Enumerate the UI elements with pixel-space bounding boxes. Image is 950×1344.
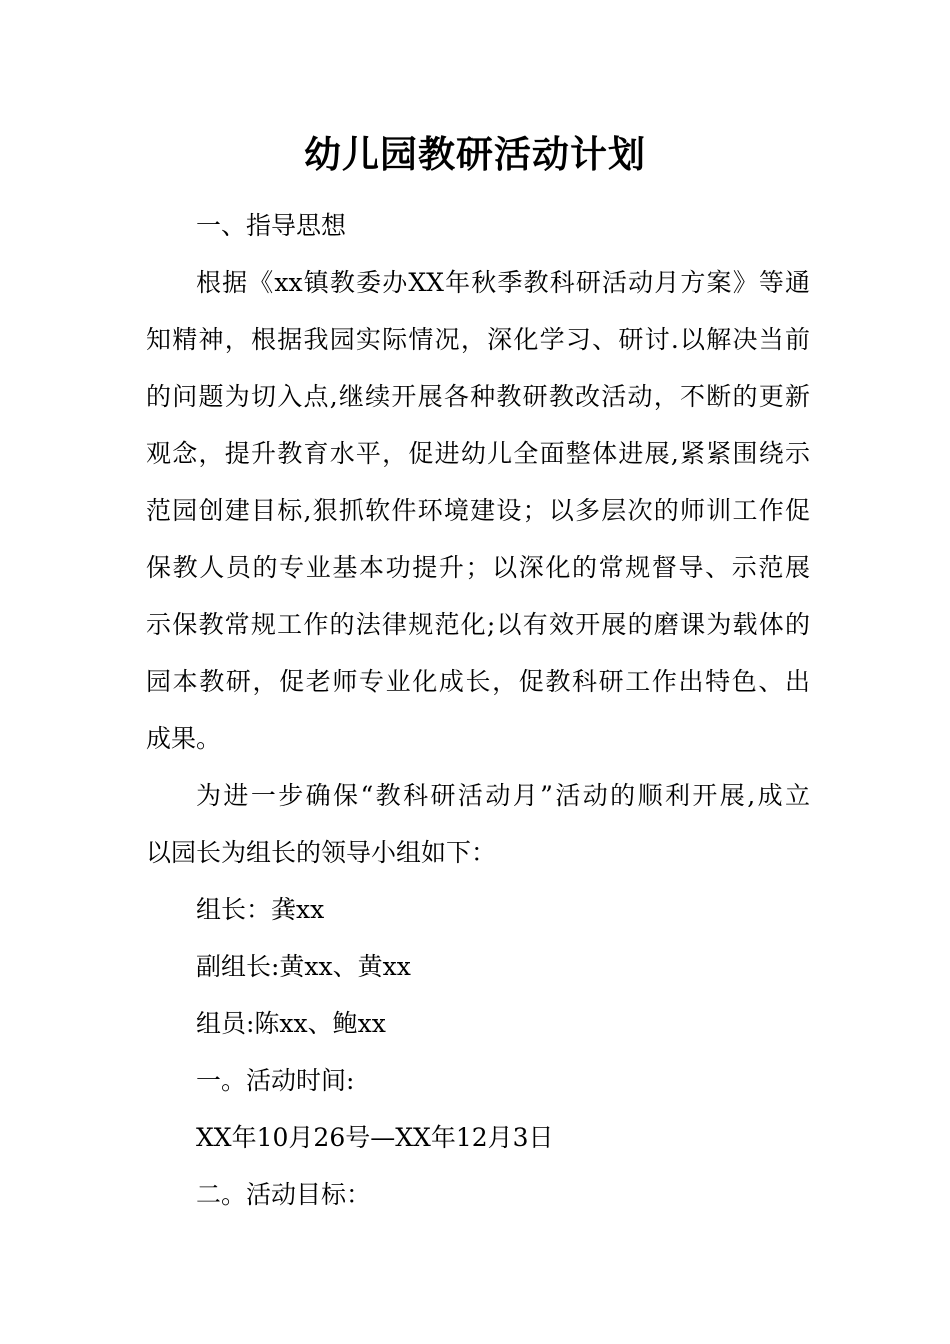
document-body — [146, 197, 810, 1223]
paragraph-line: 成果。 — [146, 724, 222, 753]
paragraph-line: 观念，提升教育水平，促进幼儿全面整体进展,紧紧围绕示 — [146, 439, 810, 468]
paragraph-line: 的问题为切入点,继续开展各种教研教改活动，不断的更新 — [146, 382, 810, 411]
activity-time-range: XX年10月26号—XX年12月3日 — [196, 1123, 554, 1152]
paragraph-guiding-ideology — [146, 254, 810, 767]
group-leader: 组长：龚xx — [196, 895, 325, 924]
paragraph-line: 园本教研，促老师专业化成长，促教科研工作出特色、出 — [146, 667, 810, 696]
section-heading-guiding-ideology: 一、指导思想 — [196, 211, 347, 240]
section-heading-activity-goal: 二。活动目标： — [196, 1180, 372, 1209]
paragraph-leading-group — [146, 767, 810, 881]
group-members: 组员:陈xx、鲍xx — [196, 1009, 386, 1038]
document-title: 幼儿园教研活动计划 — [304, 132, 646, 176]
paragraph-line: 根据《xx镇教委办XX年秋季教科研活动月方案》等通 — [196, 268, 810, 297]
group-deputy-leader: 副组长:黄xx、黄xx — [196, 952, 411, 981]
paragraph-line: 范园创建目标,狠抓软件环境建设；以多层次的师训工作促 — [146, 496, 810, 525]
section-heading-activity-time: 一。活动时间: — [196, 1066, 355, 1095]
paragraph-line: 知精神，根据我园实际情况，深化学习、研讨.以解决当前 — [146, 325, 810, 354]
paragraph-line: 保教人员的专业基本功提升；以深化的常规督导、示范展 — [146, 553, 810, 582]
paragraph-line: 以园长为组长的领导小组如下： — [146, 838, 497, 867]
paragraph-line: 示保教常规工作的法律规范化;以有效开展的磨课为载体的 — [146, 610, 810, 639]
paragraph-line: 为进一步确保“教科研活动月”活动的顺利开展,成立 — [196, 781, 810, 810]
